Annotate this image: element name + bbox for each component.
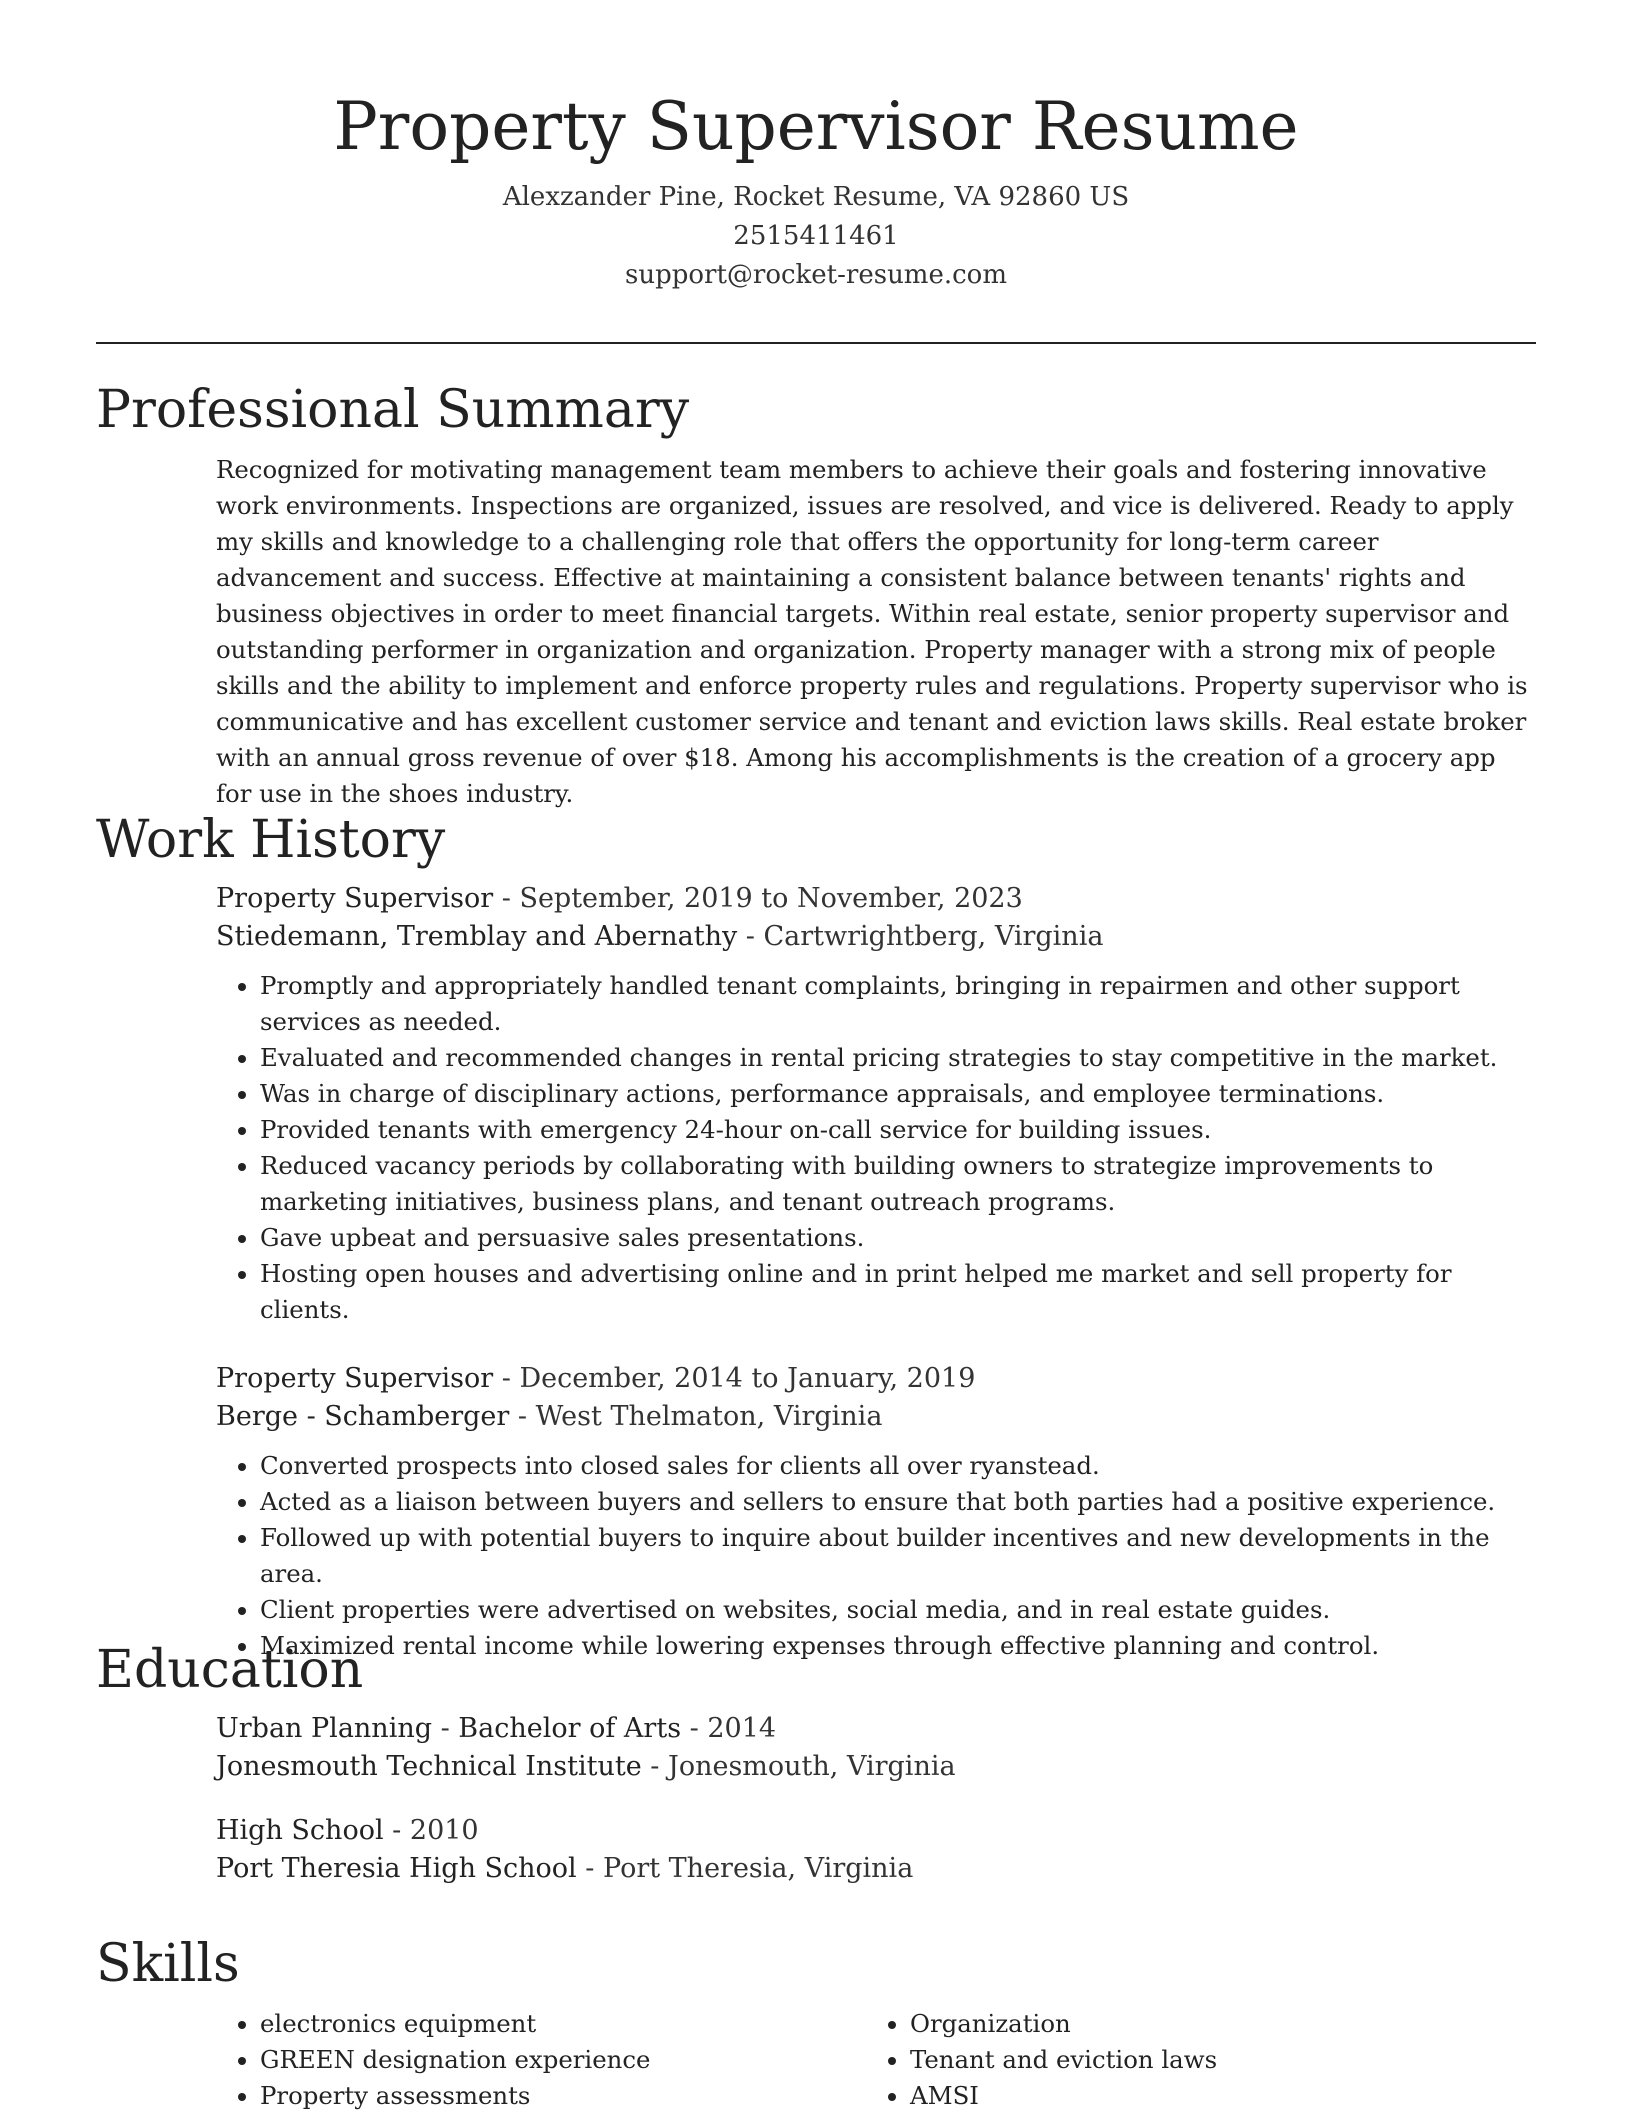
education-school-line <box>216 1748 1536 1786</box>
list-item: • Acted as a liaison between buyers and sellers to ensure that both parties had a positive experience. <box>260 1484 1536 1520</box>
separator: - <box>509 1401 536 1432</box>
contact-block <box>0 178 1632 295</box>
summary-section <box>96 378 1536 812</box>
job-dates: December, 2014 to January, 2019 <box>519 1363 976 1394</box>
separator: - <box>383 1815 410 1846</box>
education-field: High School <box>216 1815 384 1846</box>
education-degree-line <box>216 1710 1536 1748</box>
list-item: • Tenant and eviction laws <box>910 2042 1516 2078</box>
job-title: Property Supervisor <box>216 1363 494 1394</box>
skills-list-left <box>216 2006 866 2114</box>
education-school: Port Theresia High School <box>216 1853 577 1884</box>
skills-column-left <box>216 2006 866 2114</box>
job-location: West Thelmaton, Virginia <box>535 1401 883 1432</box>
education-location: Port Theresia, Virginia <box>603 1853 914 1884</box>
resume-header <box>0 0 1632 295</box>
list-item: • electronics equipment <box>260 2006 866 2042</box>
skills-column-right <box>866 2006 1516 2114</box>
job-title-line <box>216 880 1536 918</box>
education-school: Jonesmouth Technical Institute <box>216 1751 642 1782</box>
education-heading: Education <box>96 1640 364 1700</box>
education-school-line <box>216 1850 1536 1888</box>
list-item: • Maximized rental income while lowering expenses through effective planning and control. <box>260 1628 1536 1664</box>
work-heading: Work History <box>96 810 446 870</box>
contact-email: support@rocket-resume.com <box>624 260 1007 290</box>
education-body <box>216 1710 1536 1888</box>
separator: - <box>681 1713 708 1744</box>
education-entry <box>216 1812 1536 1888</box>
separator: - <box>737 921 764 952</box>
education-year: 2010 <box>409 1815 479 1846</box>
job-dates: September, 2019 to November, 2023 <box>519 883 1023 914</box>
list-item: • Followed up with potential buyers to inquire about builder incentives and new developments in the area. <box>260 1520 1536 1592</box>
job-company: Berge - Schamberger <box>216 1401 510 1432</box>
skills-grid <box>216 2006 1536 2114</box>
list-item: • Property assessments <box>260 2078 866 2114</box>
separator: - <box>493 1363 520 1394</box>
contact-address: Alexzander Pine, Rocket Resume, VA 92860 US <box>502 182 1130 212</box>
education-year: 2014 <box>707 1713 777 1744</box>
skills-list-right <box>866 2006 1516 2114</box>
job-entry <box>216 1360 1536 1664</box>
header-divider <box>96 342 1536 344</box>
list-item: • Converted prospects into closed sales for clients all over ryanstead. <box>260 1448 1536 1484</box>
list-item: • Client properties were advertised on websites, social media, and in real estate guides. <box>260 1592 1536 1628</box>
job-title-line <box>216 1360 1536 1398</box>
list-item: • Reduced vacancy periods by collaborating with building owners to strategize improvements to marketing initiatives, business plans, and tenant outreach programs. <box>260 1148 1536 1220</box>
list-item: • AMSI <box>910 2078 1516 2114</box>
job-bullets <box>216 1448 1536 1664</box>
work-body <box>216 880 1536 1664</box>
separator: - <box>432 1713 459 1744</box>
skills-body <box>216 2006 1536 2114</box>
separator: - <box>641 1751 668 1782</box>
job-location: Cartwrightberg, Virginia <box>763 921 1104 952</box>
job-company-line <box>216 918 1536 956</box>
separator: - <box>493 883 520 914</box>
list-item: • Was in charge of disciplinary actions, performance appraisals, and employee terminations. <box>260 1076 1536 1112</box>
list-item: • Provided tenants with emergency 24-hour on-call service for building issues. <box>260 1112 1536 1148</box>
list-item: • Hosting open houses and advertising online and in print helped me market and sell property for clients. <box>260 1256 1536 1328</box>
summary-text: Recognized for motivating management team members to achieve their goals and fostering innovative work environments. Inspections are organized, issues are resolved, and vice is delivered. Ready to apply my skills and knowledge to a challenging role that offers the opportunity for long-term career advancement and success. Effective at maintaining a consistent balance between tenants' rights and business objectives in order to meet financial targets. Within real estate, senior property supervisor and outstanding performer in organization and organization. Property manager with a strong mix of people skills and the ability to implement and enforce property rules and regulations. Property supervisor who is communicative and has excellent customer service and tenant and eviction laws skills. Real estate broker with an annual gross revenue of over $18. Among his accomplishments is the creation of a grocery app for use in the shoes industry. <box>216 455 1528 808</box>
list-item: • GREEN designation experience <box>260 2042 866 2078</box>
list-item: • Evaluated and recommended changes in rental pricing strategies to stay competitive in the market. <box>260 1040 1536 1076</box>
job-company: Stiedemann, Tremblay and Abernathy <box>216 921 738 952</box>
education-section <box>96 1638 1536 1888</box>
job-bullets <box>216 968 1536 1328</box>
separator: - <box>576 1853 603 1884</box>
work-section <box>96 808 1536 1664</box>
list-item: • Organization <box>910 2006 1516 2042</box>
skills-heading: Skills <box>96 1934 240 1994</box>
job-title: Property Supervisor <box>216 883 494 914</box>
contact-phone: 2515411461 <box>733 221 899 251</box>
education-entry <box>216 1710 1536 1786</box>
education-location: Jonesmouth, Virginia <box>668 1751 956 1782</box>
job-entry <box>216 880 1536 1328</box>
education-field: Urban Planning <box>216 1713 432 1744</box>
page-title: Property Supervisor Resume <box>333 88 1299 165</box>
list-item: • Promptly and appropriately handled tenant complaints, bringing in repairmen and other support services as needed. <box>260 968 1536 1040</box>
skills-section <box>96 1932 1536 2114</box>
education-degree-line <box>216 1812 1536 1850</box>
job-company-line <box>216 1398 1536 1436</box>
list-item: • Gave upbeat and persuasive sales presentations. <box>260 1220 1536 1256</box>
education-degree: Bachelor of Arts <box>458 1713 682 1744</box>
summary-body <box>216 452 1536 812</box>
summary-heading: Professional Summary <box>96 380 690 440</box>
